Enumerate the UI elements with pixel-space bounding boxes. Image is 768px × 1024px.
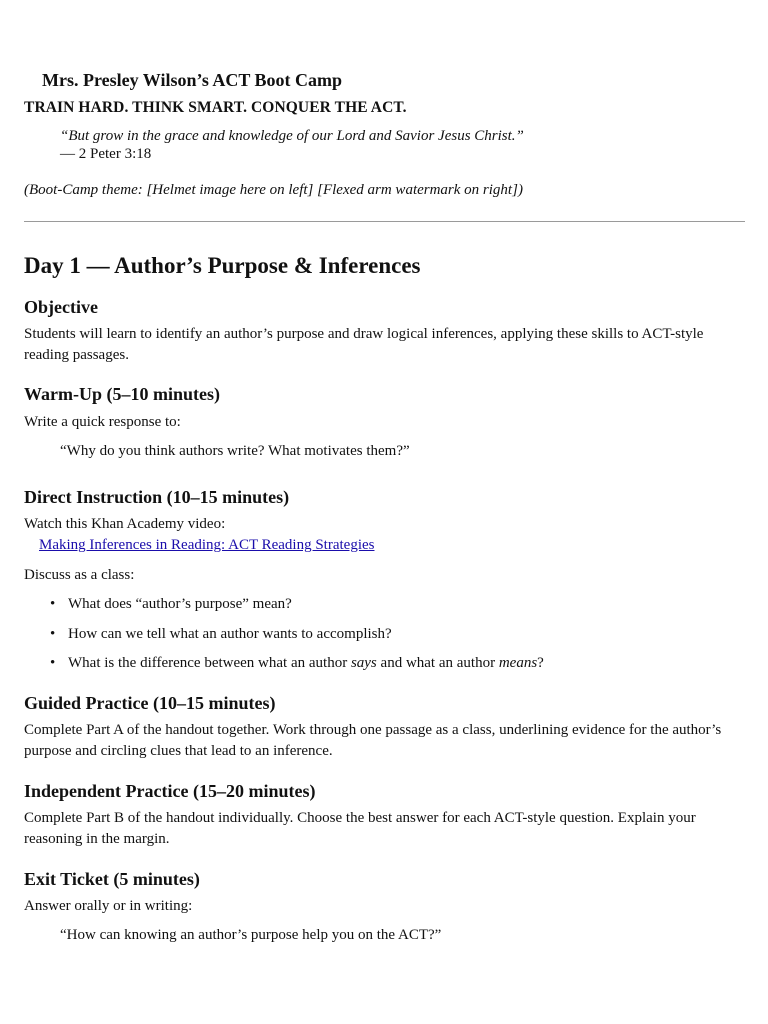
objective-text: Students will learn to identify an author’s purpose and draw logical inferences, applying these skills to ACT-style reading passages. [24,326,704,363]
verse-reference: — 2 Peter 3:18 [60,146,152,162]
verse-quote: “But grow in the grace and knowledge of our Lord and Savior Jesus Christ.” [60,128,524,144]
guided-practice-text: Complete Part A of the handout together. Work through one passage as a class, underlining evidence for the author’s purpose and circling clues that lead to an inference. [24,722,722,759]
exit-ticket-intro: Answer orally or in writing: [24,898,193,914]
emphasis-means: means [498,655,538,671]
discussion-question-end: ? [537,655,544,671]
independent-practice-text: Complete Part B of the handout individually. Choose the best answer for each ACT-style question. Explain your reasoning in the margin. [24,810,696,847]
direct-instruction-heading: Direct Instruction (10–15 minutes) [24,487,290,507]
tagline: TRAIN HARD. THINK SMART. CONQUER THE ACT. [24,99,407,116]
discussion-question [48,594,544,615]
independent-practice-heading: Independent Practice (15–20 minutes) [24,781,316,801]
horizontal-divider [24,221,745,222]
discussion-question-text: and what an author [376,655,499,671]
video-link[interactable]: Making Inferences in Reading: ACT Reading Strategies [39,537,375,553]
objective-heading: Objective [24,297,98,317]
emphasis-says: says [350,655,377,671]
direct-instruction-intro: Watch this Khan Academy video: [24,516,226,532]
discussion-questions-list [48,594,544,674]
camp-title: Mrs. Presley Wilson’s ACT Boot Camp [42,70,343,90]
lesson-title: Day 1 — Author’s Purpose & Inferences [24,253,421,278]
discussion-question [48,624,544,645]
discuss-intro: Discuss as a class: [24,567,135,583]
warm-up-prompt: “Why do you think authors write? What motivates them?” [60,443,410,459]
discussion-question-text: What is the difference between what an author [68,655,351,671]
discussion-question-text: How can we tell what an author wants to accomplish? [68,625,392,642]
exit-ticket-prompt: “How can knowing an author’s purpose help you on the ACT?” [60,927,442,943]
discussion-question [48,653,544,674]
warm-up-intro: Write a quick response to: [24,414,181,430]
warm-up-heading: Warm-Up (5–10 minutes) [24,384,220,404]
theme-note: (Boot-Camp theme: [Helmet image here on left] [Flexed arm watermark on right]) [24,182,523,198]
guided-practice-heading: Guided Practice (10–15 minutes) [24,693,276,713]
discussion-question-text: What does “author’s purpose” mean? [68,596,292,612]
exit-ticket-heading: Exit Ticket (5 minutes) [24,869,200,889]
